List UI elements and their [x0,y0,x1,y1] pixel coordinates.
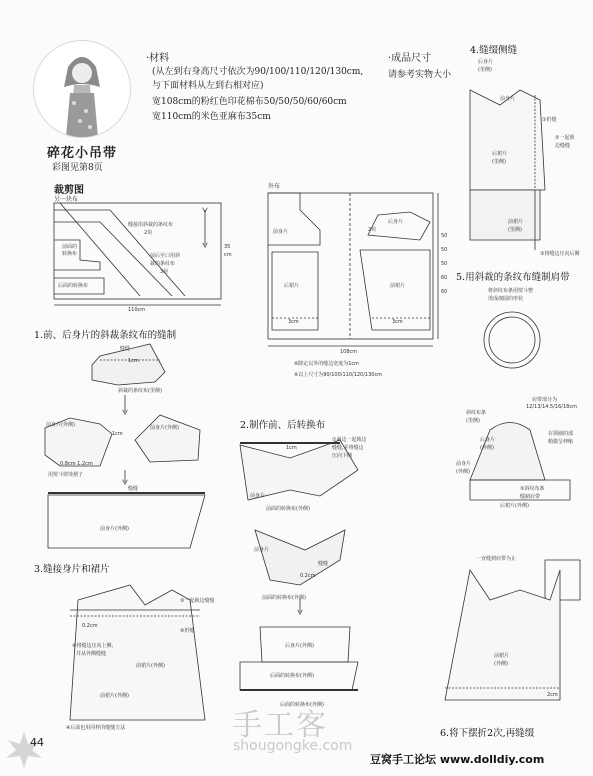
step2-stitch: 缝缝 [318,561,329,567]
step5-back-skirt: 后裙片(外侧) [500,503,529,509]
step5-strap-loop [484,312,540,368]
dim-110: 110cm [128,307,146,313]
step3-front-skirt2: 前裙片(外侧) [100,693,129,699]
step2-front-body: 前身片 [250,493,266,499]
step5-top-1: 将斜纹布条用熨斗整 [488,288,534,294]
page-number: 44 [30,736,44,749]
step3-title: 3.缝接身片和裙片 [34,564,110,575]
fabric-a-label: 另一块布 [54,196,79,203]
fabric-b-label: 外布 [268,183,281,190]
step4-inner2: (里侧) [492,159,506,165]
step1-front-outer: 前身片(外侧) [46,422,75,428]
bias-label-2c: 3块 [160,269,169,275]
step5-bias: 斜纹布条 [466,410,487,416]
step4-note: ③将缝边压向后侧 [540,251,580,257]
step3-note-2: 并从外侧缝缝 [76,651,107,657]
step6-front-skirt [445,570,560,700]
step1-fold: 用熨斗熨烫褶子 [48,472,84,478]
step4-back-skirt: 后裙片 [492,151,508,157]
back-skirt-label: 后裙片 [284,283,300,289]
finished-size-note: 请参考实物大小 [388,70,452,80]
step4-inner: (里侧) [478,67,492,73]
pattern-title: 碎花小吊带 [47,146,118,161]
step5-back-outer: (外侧) [480,445,494,451]
step4-skirt [470,190,540,240]
step1-1cm: 1cm [128,358,139,364]
step5-back-body [470,423,545,481]
step6-front-skirt: 前裙片 [494,653,510,659]
step5-front-outer: (外侧) [456,469,470,475]
step6-front-outer: (外侧) [494,661,508,667]
step3-seam: ③一起锁边缝缝 [180,598,215,604]
step6-title: 6.将下摆折2次,再缝缀 [440,728,535,739]
step1-1cm-b: 1cm [112,431,123,437]
materials-line-2: 与下面材料从左到右相对应) [152,81,264,91]
step2-front-body-b: 前身片 [254,547,270,553]
dim-108: 108cm [340,349,358,355]
height-5: 60 [441,289,448,295]
back-piece-label: 后面的转换布 [58,283,89,289]
step1-hem: 0.8cm 1.2cm [60,461,93,467]
step3-02cm: 0.2cm [82,623,98,629]
cutting-title: 裁剪图 [54,185,84,196]
step2-1cm: 1cm [286,445,297,451]
step4-front-skirt: 前裙片 [508,219,524,225]
step1-front-outer2: 前身片(外侧) [150,425,179,431]
back-body-label: 后身片 [388,219,404,225]
front-skirt-label: 前裙片 [390,283,406,289]
step4-back-body: 后身片 [478,59,494,65]
step2-back-conv-b: 后面的转换布(外侧) [280,702,324,708]
front-body-piece [268,193,320,245]
watermark-text: 手工客 [232,708,328,743]
step2-note-3: 压向下侧 [332,453,353,459]
step4-front-body: 前身片 [500,96,516,102]
step5-bias-2: (里侧) [466,418,480,424]
step1-stitch2: 缝缝 [128,486,139,492]
dim-35: 35 [224,244,231,250]
step4-body [470,90,545,190]
step5-top-2: 烫成细圆的形状 [488,296,524,302]
step4-inner3: (里侧) [508,227,522,233]
front-body-count: 2块 [368,227,377,233]
cutting-note-2: ※以上尺寸为90/100/110/120/130cm [294,372,383,378]
step4-fold: ①折缝 [542,117,557,123]
step6-top: 一直缝到肩带为止 [476,556,517,562]
materials-line-3: 宽108cm的粉红色印花棉布50/50/50/60/60cm [152,97,347,107]
step5-front-body: 前身片 [456,461,472,467]
step3-fold: ④折缝 [180,628,195,634]
watermark-url: shougongke.com [233,738,353,754]
materials-line-1: (从左到右身高尺寸依次为90/100/110/120/130cm, [152,67,364,77]
step4-seam-2: 边缝缝 [555,143,571,149]
step4-title: 4.缝缀侧缝 [470,45,518,56]
step5-detail-box [545,560,580,600]
height-2: 50 [441,247,448,253]
bias-label-2b: 裁的条纹布 [150,261,176,267]
front-body-label: 前身片 [273,229,289,235]
front-body-piece-b [368,212,430,240]
height-4: 60 [441,275,448,281]
step5-stitch-2: 缝制肩带 [520,494,541,500]
step5-size: 肩带部分为 [532,397,558,403]
front-piece-label: 前面的 [62,244,78,250]
front-piece-label-b: 转换布 [62,251,78,257]
bias-label-1b: 2块 [144,230,153,236]
step2-title: 2.制作前、后转换布 [240,420,326,431]
step2-note-1: ①两边一起锁边 [332,437,367,443]
step2-note-2: 缝缝,并将缝边 [332,445,364,451]
cutting-note-1: ※除定以外的缝边宽度为1cm [294,361,359,367]
step1-front-body-b [135,415,200,462]
step1-bias: 斜裁的条纹布(里侧) [118,388,162,394]
step3-front-skirt: 前裙片(外侧) [136,663,165,669]
materials-line-4: 宽110cm的米色亚麻布35cm [152,112,271,122]
step1-title: 1.前、后身片的斜裁条纹布的缝制 [34,330,177,341]
bias-label-1: 缝接用斜裁的条纹布 [128,222,174,228]
step5-back-body: 后身片 [480,437,496,443]
step2-back-body: 后身片(外侧) [285,643,314,649]
step3-note-3: ※后面也用同样的缝缝方法 [66,725,126,731]
step5-stitch: ③斜纹布条 [520,486,545,492]
step2-front-conv: 前面的转换布(外侧) [266,506,310,512]
materials-heading: ·材料 [146,53,170,64]
height-3: 50 [441,261,448,267]
dim-35-unit: cm [224,252,232,258]
step3-note-1: ④将缝边压向上侧, [72,643,114,649]
pattern-subtitle: 彩图见第8页 [52,163,103,173]
step1-front-outer3: 前身片(外侧) [100,526,129,532]
step5-title: 5.用斜裁的条纹布缝制肩带 [456,272,570,283]
step1-stitch: 缝缝 [120,346,131,352]
step1-front-body-c [48,495,205,548]
step2-back-conv: 后面的转换布(外侧) [270,673,314,679]
step2-02cm: 0.2cm [300,573,316,579]
front-skirt-piece [360,250,430,330]
step5-side-1: 在领圈的部 [548,431,574,437]
step5-side-2: 稍微呈伸缩 [548,439,574,445]
forum-credit: 豆窝手工论坛 www.dolldiy.com [370,753,545,766]
step5-size-2: 12/13/14.5/16/18cm [526,404,577,410]
dim-3cm-a: 3cm [288,319,299,325]
finished-size-heading: ·成品尺寸 [388,53,432,64]
height-1: 50 [441,233,448,239]
step4-seam-1: ②一起锁 [555,135,575,141]
step2-front-conv-b: 前面的转换布(外侧) [262,595,306,601]
dim-3cm-b: 3cm [392,319,403,325]
fabric-b-rect [268,193,433,339]
bias-label-2: 前后至口用斜 [150,253,181,259]
step6-2cm: 2cm [547,692,558,698]
